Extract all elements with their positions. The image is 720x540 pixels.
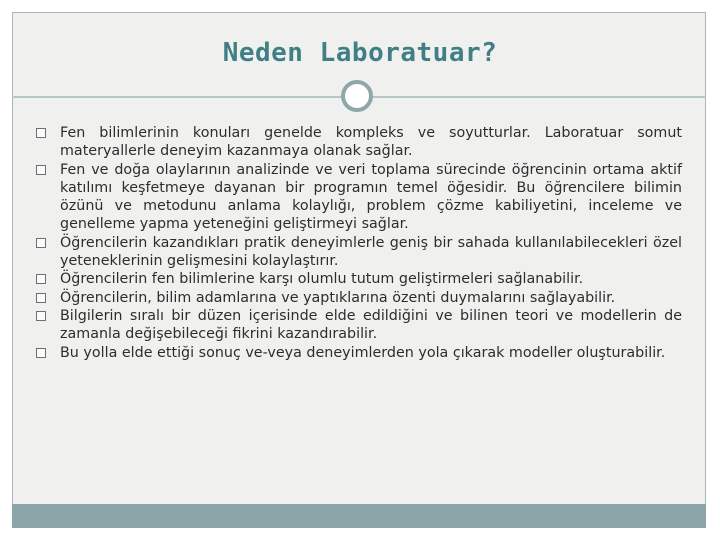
checkbox-bullet-icon [36, 165, 46, 175]
checkbox-bullet-icon [36, 274, 46, 284]
checkbox-bullet-icon [36, 348, 46, 358]
bullet-item [36, 307, 682, 344]
bullet-text: Fen ve doğa olaylarının analizinde ve veri toplama sürecinde öğrencinin ortama aktif katılımı keşfetmeye dayanan bir programın temel öğesidir. Bu öğrencilere bilimin özünü ve metodunu anlama kolaylığı, problem çözme kabiliyetini, inceleme ve genelleme yapma yeteneğini geliştirmeyi sağlar. [60, 161, 682, 233]
bullet-text: Öğrencilerin kazandıkları pratik deneyimlerle geniş bir sahada kullanılabilecekleri özel yeteneklerinin gelişmesini kolaylaştırır. [60, 234, 682, 270]
footer-bar [12, 504, 706, 528]
bullet-item [36, 234, 682, 271]
checkbox-bullet-icon [36, 128, 46, 138]
bullet-text: Öğrencilerin, bilim adamlarına ve yaptıklarına özenti duymalarını sağlayabilir. [60, 289, 616, 306]
bullet-item [36, 289, 682, 307]
bullet-text: Öğrencilerin fen bilimlerine karşı olumlu tutum geliştirmeleri sağlanabilir. [60, 271, 584, 288]
bullet-item [36, 124, 682, 161]
bullet-text: Bu yolla elde ettiği sonuç ve-veya deneyimlerden yola çıkarak modeller oluşturabilir. [60, 344, 666, 361]
bullet-list [36, 124, 682, 362]
checkbox-bullet-icon [36, 311, 46, 321]
bullet-item [36, 161, 682, 234]
slide-title: Neden Laboratuar? [222, 38, 498, 68]
bullet-item [36, 270, 682, 288]
circle-ornament-icon [341, 80, 373, 112]
checkbox-bullet-icon [36, 238, 46, 248]
bullet-text: Fen bilimlerinin konuları genelde kompleks ve soyutturlar. Laboratuar somut materyallerle deneyim kazanmaya olanak sağlar. [60, 125, 682, 160]
bullet-text: Bilgilerin sıralı bir düzen içerisinde elde edildiğini ve bilinen teori ve modellerin de zamanla değişebileceği fikrini kazandırabilir. [60, 307, 682, 343]
bullet-item [36, 344, 682, 362]
checkbox-bullet-icon [36, 293, 46, 303]
